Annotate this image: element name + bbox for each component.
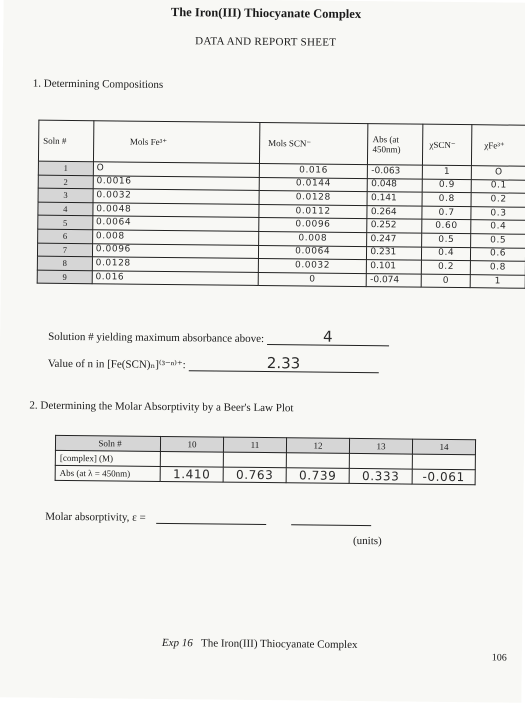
n-value-label: Value of n in [Fe(SCN)ₙ]⁽³⁻ⁿ⁾⁺: bbox=[47, 357, 186, 372]
col-mols-scn: Mols SCN⁻ bbox=[259, 122, 368, 164]
mols-scn-cell[interactable]: 0.0144 bbox=[259, 177, 368, 192]
molar-units-field[interactable] bbox=[291, 512, 371, 526]
n-value-answer: 2.33 bbox=[266, 354, 301, 373]
soln-cell: 1 bbox=[38, 161, 93, 175]
mols-fe-cell[interactable]: 0.0016 bbox=[93, 175, 259, 190]
beers-complex-cell[interactable] bbox=[412, 454, 475, 470]
mols-fe-cell[interactable]: 0.0032 bbox=[93, 189, 259, 204]
x-fe-cell[interactable]: 0.6 bbox=[471, 247, 525, 261]
composition-rows bbox=[37, 161, 525, 288]
x-scn-cell[interactable]: 0.2 bbox=[422, 260, 471, 274]
max-absorbance-line bbox=[48, 328, 389, 347]
units-label: (units) bbox=[352, 534, 382, 548]
beers-abs-cell[interactable]: -0.061 bbox=[412, 469, 475, 485]
mols-scn-cell[interactable]: 0.0096 bbox=[259, 218, 368, 233]
n-value-line bbox=[48, 355, 379, 373]
mols-fe-cell[interactable]: 0.0048 bbox=[93, 202, 259, 217]
x-fe-cell[interactable]: O bbox=[471, 166, 525, 180]
x-fe-cell[interactable]: 0.8 bbox=[470, 261, 525, 275]
x-scn-cell[interactable]: 0.9 bbox=[422, 179, 471, 193]
footer-exp: Exp 16 bbox=[161, 636, 193, 650]
abs-cell[interactable]: 0.141 bbox=[367, 192, 422, 206]
x-scn-cell[interactable]: 0.8 bbox=[422, 192, 471, 206]
x-fe-cell[interactable]: 0.3 bbox=[471, 206, 525, 220]
page-number: 106 bbox=[491, 652, 507, 664]
x-fe-cell[interactable]: 1 bbox=[470, 274, 525, 288]
mols-scn-cell[interactable]: 0.0128 bbox=[259, 191, 368, 206]
soln-cell: 3 bbox=[38, 188, 93, 202]
x-fe-cell[interactable]: 0.1 bbox=[471, 179, 525, 193]
mols-fe-cell[interactable]: 0.016 bbox=[92, 270, 258, 285]
beers-complex-cell[interactable] bbox=[160, 451, 223, 467]
x-scn-cell[interactable]: 0.4 bbox=[422, 247, 471, 261]
beers-abs-cell[interactable]: 1.410 bbox=[160, 466, 223, 482]
col-x-fe: χFe³⁺ bbox=[472, 125, 525, 167]
page-subtitle: DATA AND REPORT SHEET bbox=[195, 35, 337, 49]
molar-absorptivity-line bbox=[45, 510, 371, 526]
mols-fe-cell[interactable]: 0.0128 bbox=[92, 257, 258, 272]
x-scn-cell[interactable]: 0.60 bbox=[422, 220, 471, 234]
beers-soln-cell: 10 bbox=[160, 436, 223, 452]
row-label-complex: [complex] (M) bbox=[55, 450, 160, 466]
beers-abs-cell[interactable]: 0.333 bbox=[349, 468, 412, 484]
abs-cell[interactable]: 0.247 bbox=[367, 233, 422, 247]
beers-soln-cell: 12 bbox=[286, 438, 349, 454]
beers-abs-cell[interactable]: 0.739 bbox=[286, 468, 349, 484]
section1-heading: 1. Determining Compositions bbox=[32, 77, 164, 91]
max-absorbance-field[interactable] bbox=[267, 327, 389, 346]
beers-law-table bbox=[55, 435, 476, 485]
mols-fe-cell[interactable]: 0.0096 bbox=[92, 243, 258, 258]
soln-cell: 8 bbox=[37, 256, 92, 270]
x-fe-cell[interactable]: 0.4 bbox=[471, 220, 525, 234]
soln-cell: 4 bbox=[38, 202, 93, 216]
beers-soln-cell: 14 bbox=[412, 439, 475, 455]
n-value-field[interactable] bbox=[188, 356, 378, 373]
footer-title: The Iron(III) Thiocyanate Complex bbox=[200, 637, 358, 652]
abs-cell[interactable]: 0.048 bbox=[368, 178, 423, 192]
mols-scn-cell[interactable]: 0.008 bbox=[259, 231, 368, 246]
x-scn-cell[interactable]: 1 bbox=[423, 165, 472, 179]
molar-absorptivity-label: Molar absorptivity, ε = bbox=[45, 510, 146, 524]
beers-abs-row bbox=[55, 465, 475, 484]
row-label-abs: Abs (at λ = 450nm) bbox=[55, 465, 160, 481]
mols-scn-cell[interactable]: 0.0112 bbox=[259, 204, 368, 219]
soln-cell: 2 bbox=[38, 175, 93, 189]
mols-fe-cell[interactable]: O bbox=[93, 162, 259, 177]
section2-heading: 2. Determining the Molar Absorptivity by a Beer's Law Plot bbox=[29, 399, 294, 415]
footer bbox=[162, 637, 358, 651]
soln-cell: 9 bbox=[37, 270, 92, 284]
x-scn-cell[interactable]: 0.5 bbox=[422, 233, 471, 247]
beers-complex-cell[interactable] bbox=[286, 453, 349, 469]
soln-cell: 7 bbox=[37, 243, 92, 257]
abs-cell[interactable]: 0.252 bbox=[367, 219, 422, 233]
row-label-soln: Soln # bbox=[55, 435, 160, 451]
composition-header-row bbox=[38, 120, 525, 166]
beers-complex-cell[interactable] bbox=[349, 453, 412, 469]
molar-absorptivity-field[interactable] bbox=[156, 511, 266, 525]
mols-scn-cell[interactable]: 0.0064 bbox=[258, 245, 367, 260]
soln-cell: 6 bbox=[38, 229, 93, 243]
x-fe-cell[interactable]: 0.2 bbox=[471, 193, 525, 207]
mols-fe-cell[interactable]: 0.0064 bbox=[93, 216, 259, 231]
abs-cell[interactable]: 0.264 bbox=[367, 205, 422, 219]
col-x-scn: χSCN⁻ bbox=[423, 124, 472, 166]
mols-scn-cell[interactable]: 0 bbox=[258, 272, 367, 287]
beers-abs-cell[interactable]: 0.763 bbox=[223, 467, 286, 483]
mols-fe-cell[interactable]: 0.008 bbox=[92, 230, 258, 245]
beers-complex-cell[interactable] bbox=[223, 452, 286, 468]
x-fe-cell[interactable]: 0.5 bbox=[471, 234, 525, 248]
col-mols-fe: Mols Fe³⁺ bbox=[93, 121, 260, 164]
col-soln: Soln # bbox=[38, 120, 93, 162]
beers-soln-cell: 11 bbox=[223, 437, 286, 453]
max-absorbance-label: Solution # yielding maximum absorbance above: bbox=[48, 330, 265, 346]
abs-cell[interactable]: -0.063 bbox=[368, 165, 423, 179]
col-abs: Abs (at 450nm) bbox=[368, 124, 423, 166]
mols-scn-cell[interactable]: 0.0032 bbox=[258, 259, 367, 274]
abs-cell[interactable]: -0.074 bbox=[367, 273, 422, 287]
composition-table bbox=[37, 120, 525, 289]
max-absorbance-value: 4 bbox=[323, 327, 333, 346]
page-title: The Iron(III) Thiocyanate Complex bbox=[170, 5, 362, 22]
abs-cell[interactable]: 0.101 bbox=[367, 260, 422, 274]
soln-cell: 5 bbox=[38, 216, 93, 230]
abs-cell[interactable]: 0.231 bbox=[367, 246, 422, 260]
x-scn-cell[interactable]: 0.7 bbox=[422, 206, 471, 220]
beers-soln-cell: 13 bbox=[349, 438, 412, 454]
mols-scn-cell[interactable]: 0.016 bbox=[259, 163, 368, 178]
x-scn-cell[interactable]: 0 bbox=[421, 274, 470, 288]
